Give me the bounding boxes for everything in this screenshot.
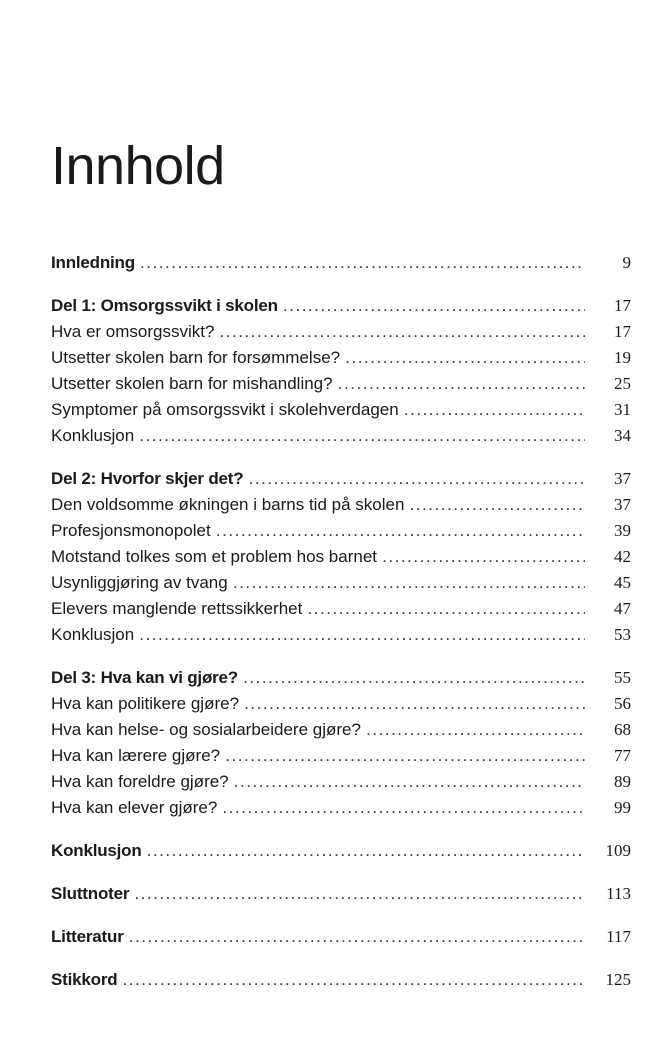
toc-entry-title: Hva er omsorgssvikt?: [51, 322, 215, 341]
toc-entry-title: Del 3: Hva kan vi gjøre?: [51, 668, 238, 687]
toc-entry-title: Utsetter skolen barn for forsømmelse?: [51, 348, 341, 367]
toc-leader: [51, 518, 585, 544]
toc-entry: [51, 319, 631, 345]
toc-leader: [51, 665, 585, 691]
toc-page-number: 113: [606, 884, 631, 903]
toc-entry: [51, 795, 631, 821]
toc-page-number: 37: [614, 469, 631, 488]
toc-part-entry: [51, 881, 631, 907]
table-of-contents: [51, 250, 631, 1010]
toc-leader: [51, 838, 585, 864]
toc-group: [51, 466, 631, 648]
toc-page-number: 17: [614, 322, 631, 341]
toc-part-entry: [51, 967, 631, 993]
toc-page-number: 9: [622, 253, 631, 272]
toc-entry: [51, 423, 631, 449]
toc-entry-title: Symptomer på omsorgssvikt i skolehverdagen: [51, 400, 399, 419]
toc-entry-title: Den voldsomme økningen i barns tid på skolen: [51, 495, 405, 514]
toc-page-number: 47: [614, 599, 631, 618]
toc-entry-title: Hva kan elever gjøre?: [51, 798, 218, 817]
toc-entry-title: Sluttnoter: [51, 884, 130, 903]
toc-entry-title: Stikkord: [51, 970, 118, 989]
toc-leader: [51, 596, 585, 622]
toc-page-number: 25: [614, 374, 631, 393]
toc-page-number: 77: [614, 746, 631, 765]
toc-page-number: 109: [605, 841, 631, 860]
toc-page-number: 99: [614, 798, 631, 817]
toc-entry: [51, 622, 631, 648]
toc-leader: [51, 423, 585, 449]
toc-leader: [51, 345, 585, 371]
toc-group: [51, 293, 631, 449]
toc-entry: [51, 518, 631, 544]
toc-entry: [51, 769, 631, 795]
toc-entry: [51, 544, 631, 570]
toc-leader: [51, 319, 585, 345]
toc-entry-title: Elevers manglende rettssikkerhet: [51, 599, 303, 618]
toc-entry-title: Hva kan foreldre gjøre?: [51, 772, 229, 791]
toc-leader: [51, 743, 585, 769]
toc-page-number: 89: [614, 772, 631, 791]
toc-leader: [51, 397, 585, 423]
toc-entry: [51, 596, 631, 622]
toc-part-entry: [51, 466, 631, 492]
toc-leader: [51, 570, 585, 596]
page-title: Innhold: [51, 136, 225, 196]
toc-entry-title: Usynliggjøring av tvang: [51, 573, 228, 592]
toc-page-number: 19: [614, 348, 631, 367]
toc-entry: [51, 717, 631, 743]
toc-entry-title: Motstand tolkes som et problem hos barnet: [51, 547, 377, 566]
toc-leader: [51, 691, 585, 717]
toc-entry: [51, 345, 631, 371]
toc-page-number: 34: [614, 426, 631, 445]
toc-entry-title: Hva kan lærere gjøre?: [51, 746, 221, 765]
toc-entry-title: Litteratur: [51, 927, 124, 946]
toc-leader: [51, 371, 585, 397]
toc-page-number: 31: [614, 400, 631, 419]
toc-leader: [51, 250, 585, 276]
toc-leader: [51, 622, 585, 648]
toc-leader: [51, 544, 585, 570]
toc-entry-title: Hva kan politikere gjøre?: [51, 694, 240, 713]
toc-group: [51, 881, 631, 907]
toc-entry-title: Konklusjon: [51, 841, 142, 860]
toc-entry: [51, 691, 631, 717]
toc-leader: [51, 881, 585, 907]
toc-entry: [51, 743, 631, 769]
toc-entry: [51, 371, 631, 397]
toc-part-entry: [51, 838, 631, 864]
toc-entry: [51, 492, 631, 518]
toc-entry: [51, 397, 631, 423]
toc-group: [51, 250, 631, 276]
toc-page-number: 117: [606, 927, 631, 946]
toc-page-number: 17: [614, 296, 631, 315]
toc-page-number: 53: [614, 625, 631, 644]
toc-leader: [51, 967, 585, 993]
toc-page-number: 125: [605, 970, 631, 989]
toc-leader: [51, 795, 585, 821]
toc-entry-title: Profesjonsmonopolet: [51, 521, 211, 540]
toc-leader: [51, 492, 585, 518]
toc-part-entry: [51, 665, 631, 691]
toc-entry: [51, 570, 631, 596]
toc-leader: [51, 769, 585, 795]
toc-leader: [51, 717, 585, 743]
toc-page-number: 39: [614, 521, 631, 540]
toc-leader: [51, 466, 585, 492]
toc-page-number: 42: [614, 547, 631, 566]
toc-leader: [51, 293, 585, 319]
toc-page-number: 37: [614, 495, 631, 514]
toc-entry-title: Innledning: [51, 253, 135, 272]
toc-entry-title: Utsetter skolen barn for mishandling?: [51, 374, 333, 393]
toc-entry-title: Konklusjon: [51, 625, 135, 644]
toc-leader: [51, 924, 585, 950]
toc-part-entry: [51, 250, 631, 276]
toc-group: [51, 967, 631, 993]
toc-page-number: 55: [614, 668, 631, 687]
toc-entry-title: Konklusjon: [51, 426, 135, 445]
toc-group: [51, 924, 631, 950]
toc-group: [51, 838, 631, 864]
toc-group: [51, 665, 631, 821]
toc-part-entry: [51, 924, 631, 950]
toc-entry-title: Del 2: Hvorfor skjer det?: [51, 469, 244, 488]
toc-entry-title: Hva kan helse- og sosialarbeidere gjøre?: [51, 720, 361, 739]
toc-part-entry: [51, 293, 631, 319]
toc-page-number: 56: [614, 694, 631, 713]
toc-page-number: 68: [614, 720, 631, 739]
toc-entry-title: Del 1: Omsorgssvikt i skolen: [51, 296, 278, 315]
toc-page-number: 45: [614, 573, 631, 592]
